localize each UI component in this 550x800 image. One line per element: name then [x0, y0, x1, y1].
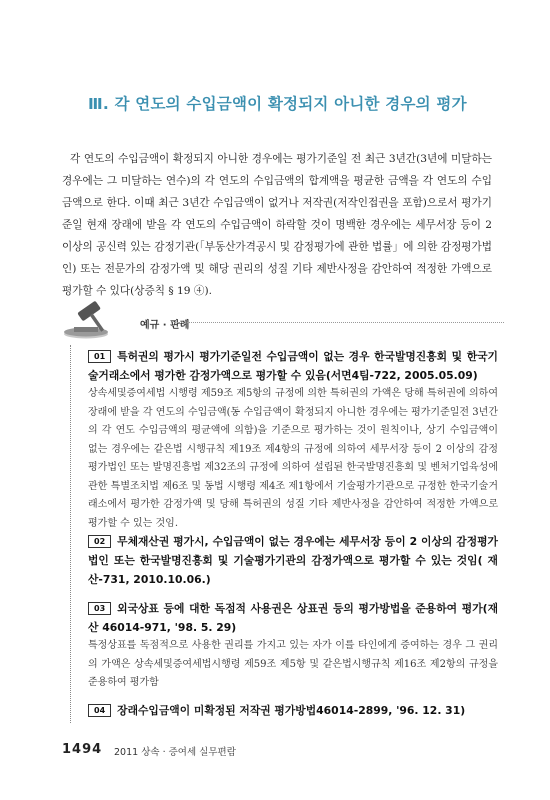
- gavel-icon: [62, 300, 122, 340]
- case-title: [88, 347, 498, 385]
- book-title: 2011 상속 · 증여세 실무편람: [114, 747, 236, 758]
- precedent-side-rule: [70, 345, 71, 723]
- case-title: [88, 532, 498, 589]
- case-number-badge: 02: [88, 535, 111, 548]
- case-title: [88, 701, 498, 720]
- case-item-04: [88, 701, 498, 720]
- section-heading: Ⅲ. 각 연도의 수입금액이 확정되지 아니한 경우의 평가: [88, 95, 467, 113]
- intro-text: 각 연도의 수입금액이 확정되지 아니한 경우에는 평가기준일 전 최근 3년간(3년에 미달하는 경우에는 그 미달하는 연수)의 각 연도의 수입금액의 합계액을 평균한 금액을 각 연도의 수입금액으로 한다. 이때 최근 3년간 수입금액이 없거나 저작권(저작인접권을 포함)으로서 평가기준일 현재 장래에 받을 각 연도의 수입금액이 하락할 것이 명백한 경우에는 세무서장 등이 2 이상의 공신력 있는 감정기관(「부동산가격공시 및 감정평가에 관한 법률」에 의한 감정평가법인) 또는 전문가의 감정가액 및 해당 권리의 성질 기타 제반사정을 감안하여 적정한 가액으로 평가할 수 있다(상증칙 § 19 ④).: [62, 153, 492, 297]
- precedent-section-header: [62, 300, 502, 340]
- case-title-text: 외국상표 등에 대한 독점적 사용권은 상표권 등의 평가방법을 준용하여 평가(재산 46014-971, '98. 5. 29): [88, 602, 498, 634]
- case-title-text: 장래수입금액이 미확정된 저작권 평가방법46014-2899, '96. 12. 31): [117, 704, 466, 717]
- page-number: 1494: [62, 742, 103, 757]
- case-number-badge: 03: [88, 602, 111, 615]
- case-title: [88, 599, 498, 637]
- case-number-badge: 01: [88, 350, 111, 363]
- case-title-text: 특허권의 평가시 평가기준일전 수입금액이 없는 경우 한국발명진흥회 및 한국기술거래소에서 평가한 감정가액으로 평가할 수 있음(서면4팀-722, 2005.05.09): [88, 350, 498, 382]
- page-footer: [62, 742, 502, 762]
- case-body: 상속세및증여세법 시행령 제59조 제5항의 규정에 의한 특허권의 가액은 당해 특허권에 의하여 장래에 받을 각 연도의 수입금액(동 수입금액이 확정되지 아니한 경우에는 평가기준일전 3년간의 각 연도 수입금액의 평균액에 의함)을 기준으로 평가하는 것이 원칙이나, 상기 수입금액이 없는 경우에는 같은법 시행규칙 제19조 제4항의 규정에 의하여 세무서장 등이 2 이상의 감정평가법인 또는 발명진흥법 제32조의 규정에 의하여 설립된 한국발명진흥회 및 벤처기업육성에 관한 특별조치법 제6조 및 동법 시행령 제4조 제1항에서 기술평가기관으로 규정한 한국기술거래소에서 평가한 감정가액 및 당해 특허권의 성질 기타 제반사정을 감안하여 적정한 가액으로 평가할 수 있는 것임.: [88, 388, 498, 529]
- intro-paragraph: [62, 148, 492, 302]
- case-item-01: [88, 347, 498, 533]
- case-body: 특정상표를 독점적으로 사용한 권리를 가지고 있는 자가 이를 타인에게 증여하는 경우 그 권리의 가액은 상속세및증여세법시행령 제59조 제5항 및 같은법시행규칙 제16조 제2항의 규정을 준용하여 평가함: [88, 640, 498, 688]
- divider: [174, 322, 504, 323]
- case-number-badge: 04: [88, 704, 111, 717]
- precedent-label: 예규 · 판례: [140, 320, 190, 331]
- case-title-text: 무체재산권 평가시, 수입금액이 없는 경우에는 세무서장 등이 2 이상의 감정평가법인 또는 한국발명진흥회 및 기술평가기관의 감정가액으로 평가할 수 있는 것임( 재산-731, 2010.10.06.): [88, 535, 498, 586]
- case-item-03: [88, 599, 498, 693]
- case-item-02: [88, 532, 498, 589]
